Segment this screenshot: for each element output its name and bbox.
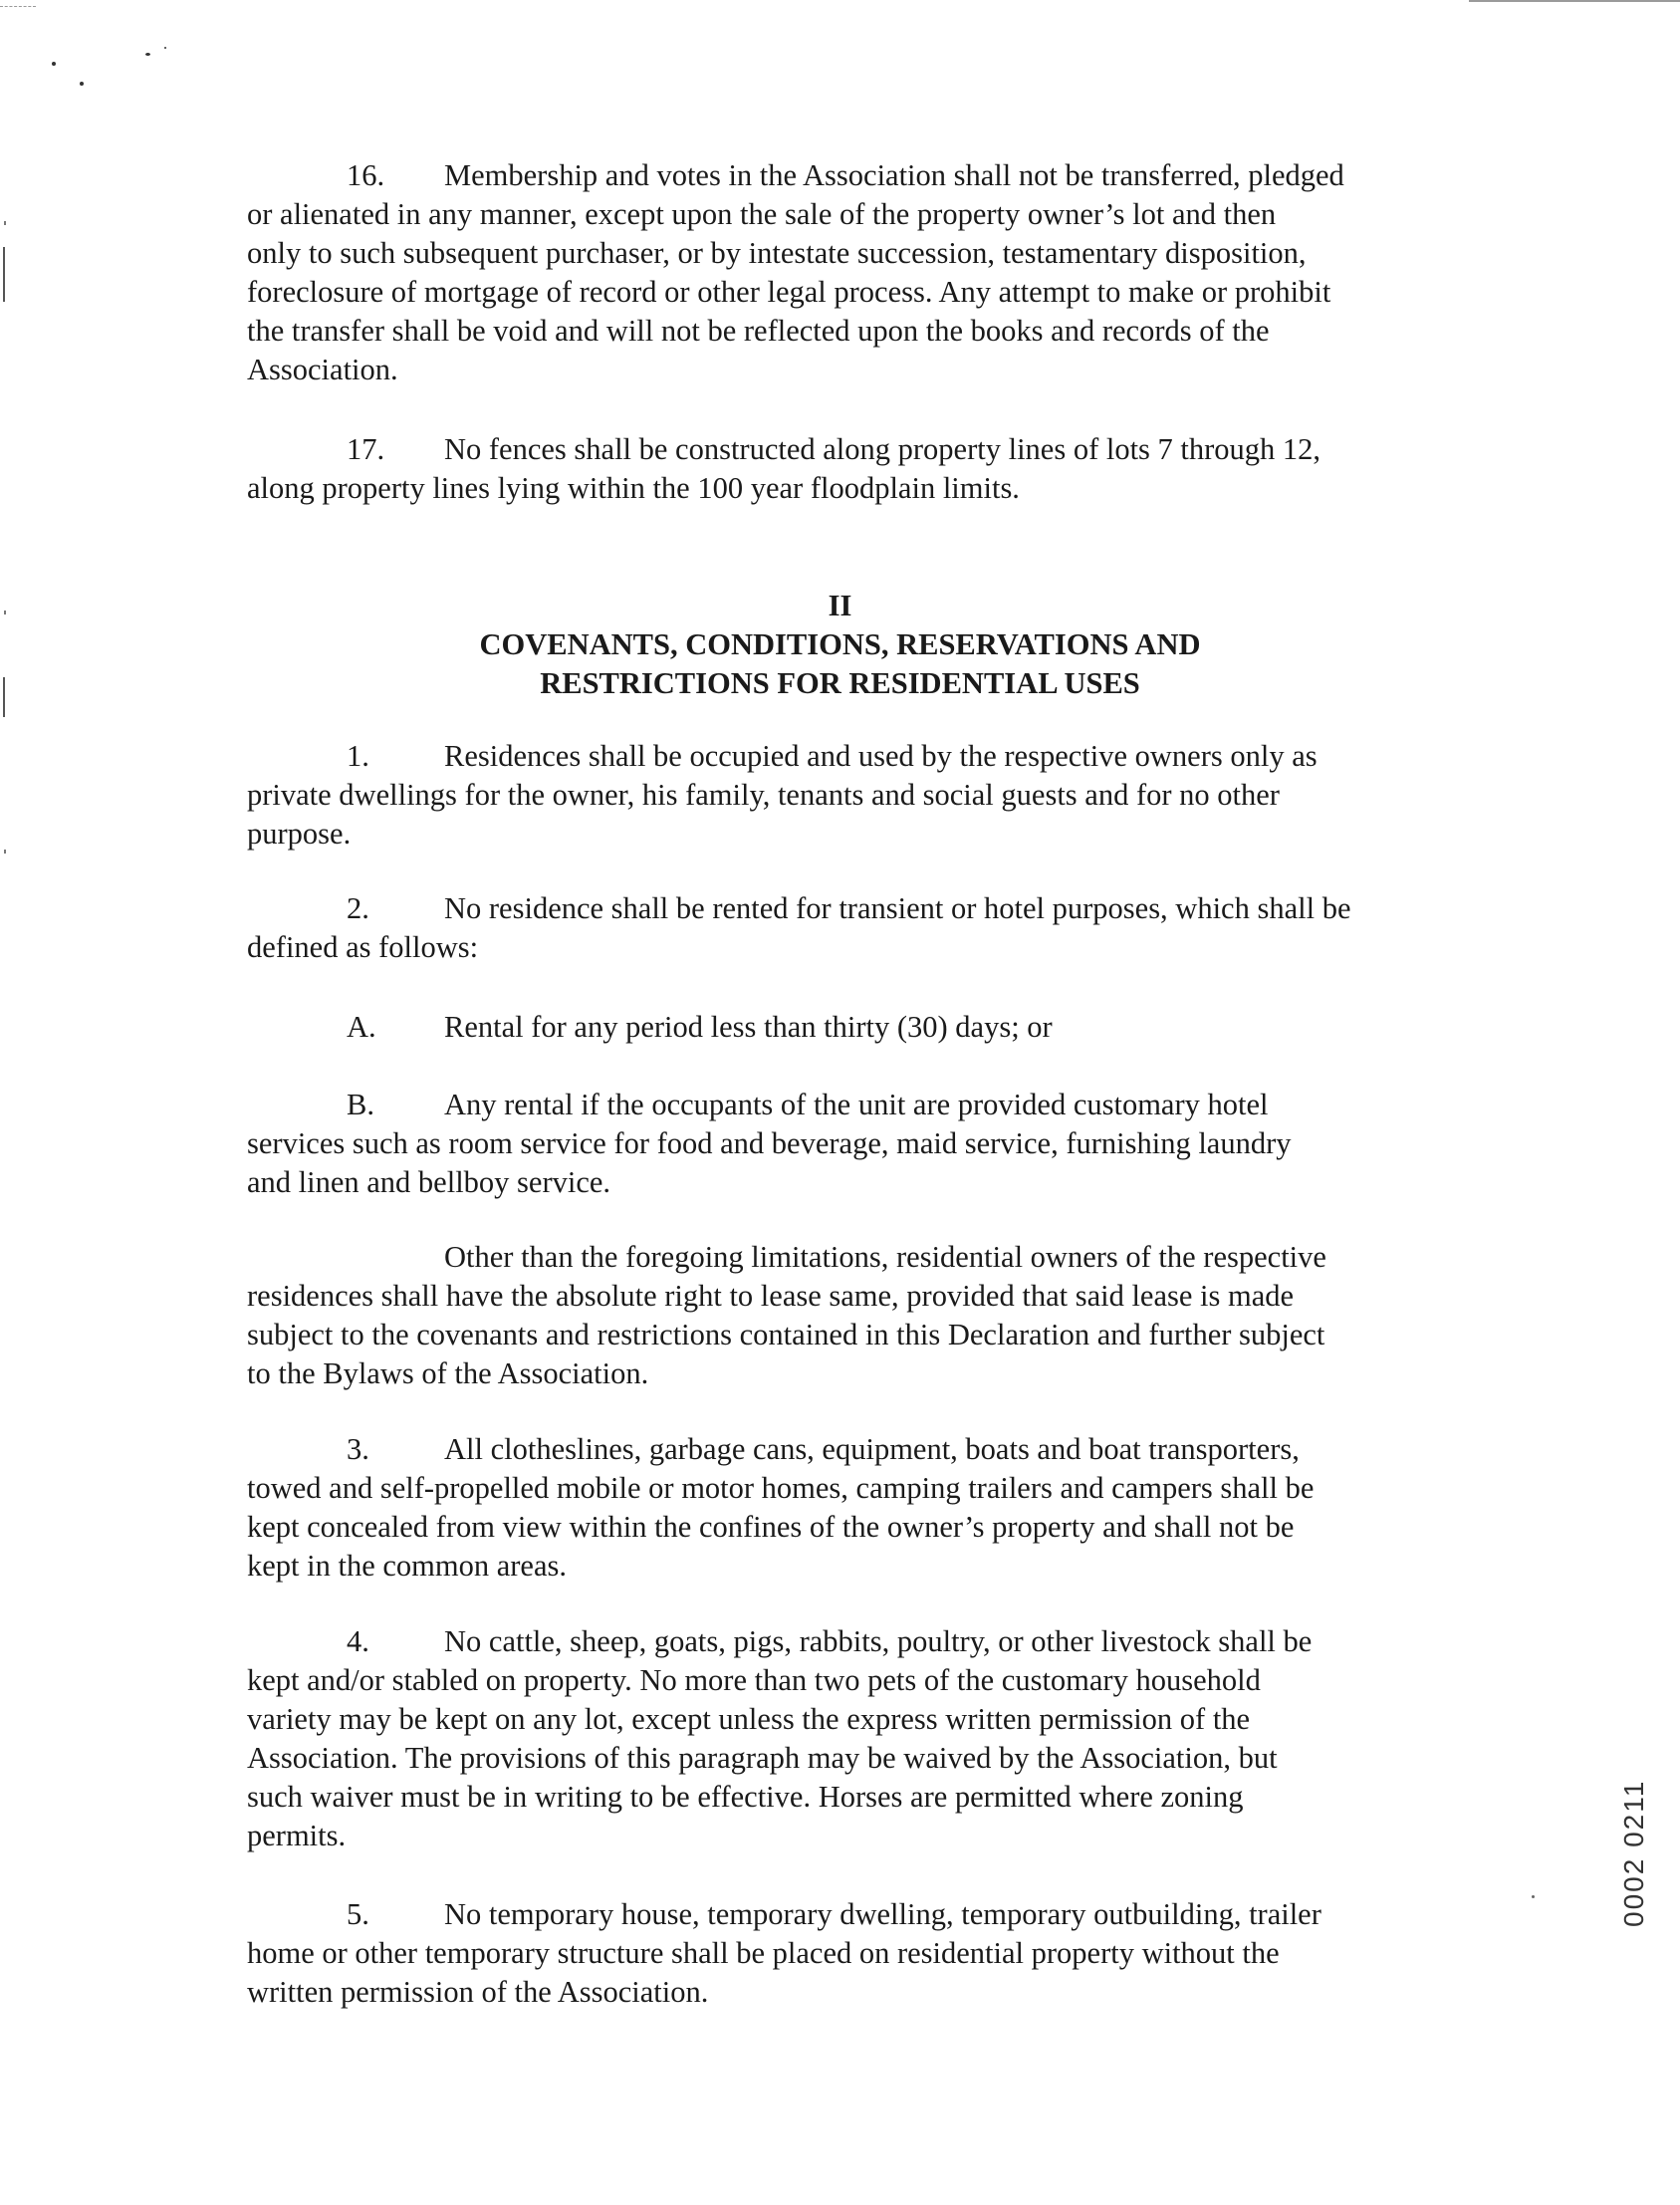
paragraph-first-line: Membership and votes in the Association shall not be transferred, pledged [444, 158, 1344, 192]
scan-margin-mark [4, 221, 6, 225]
paragraph-first-line: No temporary house, temporary dwelling, temporary outbuilding, trailer [444, 1897, 1321, 1931]
scan-top-edge-line [1469, 0, 1680, 2]
paragraph-number: 3. [347, 1432, 369, 1466]
paragraph-line: permits. [247, 1819, 347, 1852]
paragraph-4 [247, 1622, 1442, 1855]
paragraph-b [247, 1086, 1442, 1202]
paragraph-line: kept in the common areas. [247, 1549, 567, 1583]
paragraph-line: such waiver must be in writing to be effective. Horses are permitted where zoning [247, 1780, 1244, 1814]
paragraph-line: kept concealed from view within the confines of the owner’s property and shall not be [247, 1510, 1295, 1544]
paragraph-number: 5. [347, 1897, 369, 1931]
paragraph-17 [247, 430, 1442, 508]
paragraph-line: and linen and bellboy service. [247, 1165, 611, 1199]
paragraph-first-line: No fences shall be constructed along property lines of lots 7 through 12, [444, 432, 1321, 466]
scan-speck [1532, 1895, 1535, 1898]
paragraph-first-line: Other than the foregoing limitations, residential owners of the respective [444, 1240, 1326, 1274]
paragraph-line: to the Bylaws of the Association. [247, 1356, 649, 1390]
paragraph-line: or alienated in any manner, except upon the sale of the property owner’s lot and then [247, 197, 1277, 231]
paragraph-16 [247, 156, 1442, 389]
section-number: II [828, 589, 852, 622]
section-title-line-2: RESTRICTIONS FOR RESIDENTIAL USES [540, 666, 1140, 700]
scan-margin-mark [4, 850, 6, 854]
paragraph-number: 2. [347, 891, 369, 925]
paragraph-first-line: No cattle, sheep, goats, pigs, rabbits, poultry, or other livestock shall be [444, 1624, 1313, 1658]
paragraph-line: services such as room service for food and beverage, maid service, furnishing laundry [247, 1126, 1292, 1160]
paragraph-line: purpose. [247, 817, 352, 851]
paragraph-3 [247, 1430, 1442, 1586]
paragraph-first-line: No residence shall be rented for transient or hotel purposes, which shall be [444, 891, 1351, 925]
paragraph-lease-rights [247, 1238, 1442, 1393]
paragraph-number: A. [347, 1010, 376, 1044]
paragraph-first-line: Residences shall be occupied and used by the respective owners only as [444, 739, 1318, 773]
scan-margin-bar [3, 247, 5, 302]
paragraph-line: kept and/or stabled on property. No more than two pets of the customary household [247, 1663, 1261, 1697]
paragraph-line: the transfer shall be void and will not be reflected upon the books and records of the [247, 314, 1270, 348]
paragraph-first-line: Rental for any period less than thirty (30) days; or [444, 1010, 1053, 1044]
paragraph-a [247, 1008, 1442, 1047]
paragraph-line: Association. The provisions of this paragraph may be waived by the Association, but [247, 1741, 1278, 1775]
paragraph-line: residences shall have the absolute right to lease same, provided that said lease is made [247, 1279, 1295, 1313]
paragraph-2 [247, 889, 1442, 967]
paragraph-number: 4. [347, 1624, 369, 1658]
paragraph-line: towed and self-propelled mobile or motor homes, camping trailers and campers shall be [247, 1471, 1315, 1505]
scan-speck [52, 62, 56, 66]
scan-top-left-mark [0, 6, 36, 8]
paragraph-1 [247, 737, 1442, 854]
scan-speck [80, 82, 84, 86]
paragraph-line: private dwellings for the owner, his family, tenants and social guests and for no other [247, 778, 1280, 812]
paragraph-first-line: Any rental if the occupants of the unit are provided customary hotel [444, 1088, 1269, 1121]
paragraph-line: along property lines lying within the 100 year floodplain limits. [247, 471, 1020, 505]
section-title-line-1: COVENANTS, CONDITIONS, RESERVATIONS AND [479, 627, 1201, 661]
paragraph-number: B. [347, 1088, 374, 1121]
paragraph-line: only to such subsequent purchaser, or by intestate succession, testamentary disposition, [247, 236, 1307, 270]
side-record-stamp: 0002 0211 [1618, 1779, 1649, 1927]
paragraph-first-line: All clotheslines, garbage cans, equipment, boats and boat transporters, [444, 1432, 1300, 1466]
paragraph-line: variety may be kept on any lot, except unless the express written permission of the [247, 1702, 1251, 1736]
scan-speck [145, 53, 150, 56]
paragraph-line: foreclosure of mortgage of record or other legal process. Any attempt to make or prohibit [247, 275, 1331, 309]
paragraph-line: Association. [247, 353, 398, 386]
scan-speck [164, 47, 166, 49]
section-heading [0, 587, 1680, 703]
paragraph-line: home or other temporary structure shall be placed on residential property without the [247, 1936, 1280, 1970]
paragraph-line: written permission of the Association. [247, 1975, 709, 2009]
paragraph-line: subject to the covenants and restrictions contained in this Declaration and further subject [247, 1318, 1325, 1351]
paragraph-line: defined as follows: [247, 930, 479, 964]
paragraph-number: 16. [347, 158, 385, 192]
paragraph-number: 17. [347, 432, 385, 466]
paragraph-number: 1. [347, 739, 369, 773]
paragraph-5 [247, 1895, 1442, 2012]
